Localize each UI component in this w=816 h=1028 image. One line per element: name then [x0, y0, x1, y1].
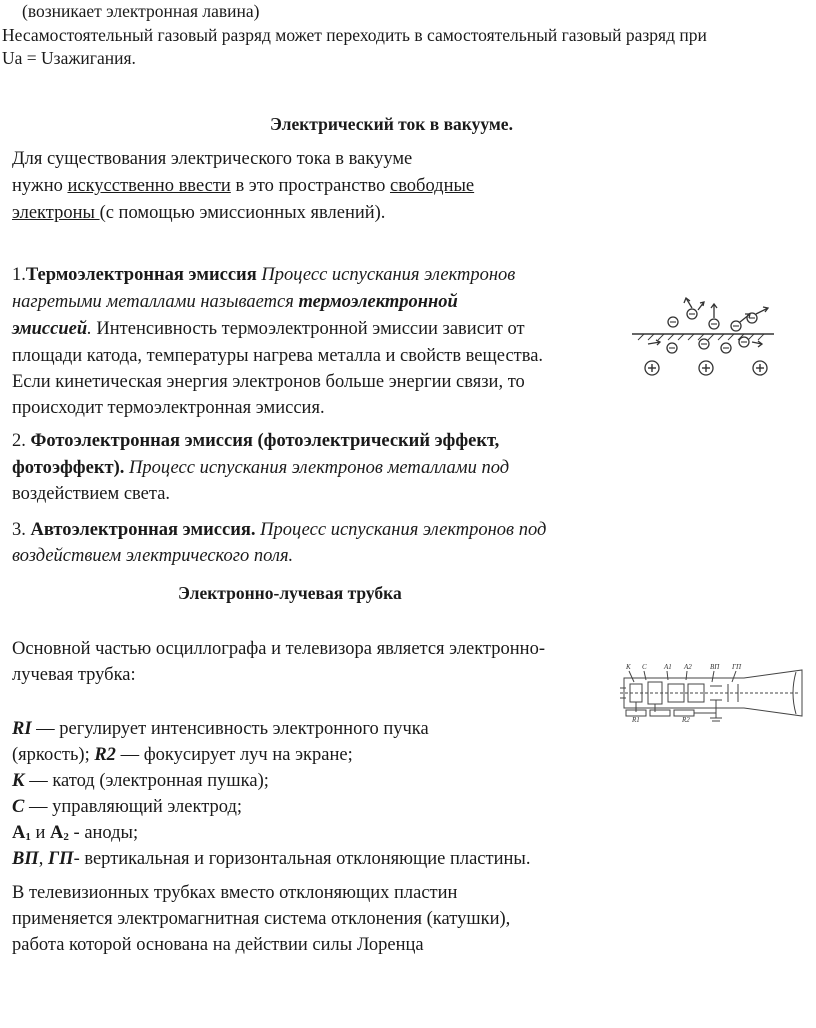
thermo-line4: площади катода, температуры нагрева металла и свойств вещества. — [12, 346, 544, 366]
thermo-line1: 1.Термоэлектронная эмиссия Процесс испускания электронов — [12, 265, 516, 285]
thermo-line2: нагретыми металлами называется термоэлектронной — [12, 292, 458, 312]
crt-p1-line2: лучевая трубка: — [12, 665, 136, 685]
crt-figure — [612, 660, 804, 726]
crt-label-r2: R2 — [682, 716, 690, 724]
auto-line2: воздействием электрического поля. — [12, 546, 294, 566]
auto-line1: 3. Автоэлектронная эмиссия. Процесс испускания электронов под — [12, 520, 547, 540]
crt-p2-line2: применяется электромагнитная система отклонения (катушки), — [12, 909, 511, 929]
thermoemission-figure — [628, 292, 778, 382]
crt-label-c: С — [642, 663, 647, 671]
thermo-line5: Если кинетическая энергия электронов больше энергии связи, то — [12, 372, 525, 392]
crt-p1-line1: Основной частью осциллографа и телевизора является электронно- — [12, 639, 545, 659]
vacuum-heading: Электрический ток в вакууме. — [270, 114, 513, 134]
top-line-1: (возникает электронная лавина) — [22, 1, 260, 21]
photo-line2: фотоэффект). Процесс испускания электронов металлами под — [12, 458, 510, 478]
crt-plates-line: ВП, ГП- вертикальная и горизонтальная отклоняющие пластины. — [12, 849, 531, 869]
thermo-line3: эмиссией. Интенсивность термоэлектронной эмиссии зависит от — [12, 319, 525, 339]
crt-heading: Электронно-лучевая трубка — [178, 583, 402, 603]
top-line-3: Uа = Uзажигания. — [2, 48, 136, 68]
photo-line3: воздействием света. — [12, 484, 171, 504]
crt-label-vp: ВП — [710, 663, 720, 671]
crt-k-line: К — катод (электронная пушка); — [12, 771, 269, 791]
crt-r2-line: (яркость); R2 — фокусирует луч на экране; — [12, 745, 353, 765]
top-line-2: Несамостоятельный газовый разряд может переходить в самостоятельный газовый разряд при — [2, 25, 707, 45]
photo-line1: 2. Фотоэлектронная эмиссия (фотоэлектрический эффект, — [12, 431, 500, 451]
crt-label-gp: ГП — [732, 663, 742, 671]
crt-label-a1: А1 — [664, 663, 672, 671]
crt-r1-line: RI — регулирует интенсивность электронного пучка — [12, 719, 429, 739]
vacuum-p1-line2: нужно искусственно ввести в это пространство свободные — [12, 176, 475, 196]
crt-a-line: $А_1$ и $А_2$ - аноды; — [12, 823, 139, 843]
crt-label-k: К — [626, 663, 631, 671]
vacuum-p1-line1: Для существования электрического тока в вакууме — [12, 149, 413, 169]
thermo-line6: происходит термоэлектронная эмиссия. — [12, 398, 325, 418]
crt-label-a2: А2 — [684, 663, 692, 671]
crt-p2-line1: В телевизионных трубках вместо отклоняющих пластин — [12, 883, 458, 903]
crt-c-line: С — управляющий электрод; — [12, 797, 243, 817]
vacuum-p1-line3: электроны (с помощью эмиссионных явлений). — [12, 203, 386, 223]
crt-p2-line3: работа которой основана на действии силы Лоренца — [12, 935, 424, 955]
crt-label-r1: R1 — [632, 716, 640, 724]
